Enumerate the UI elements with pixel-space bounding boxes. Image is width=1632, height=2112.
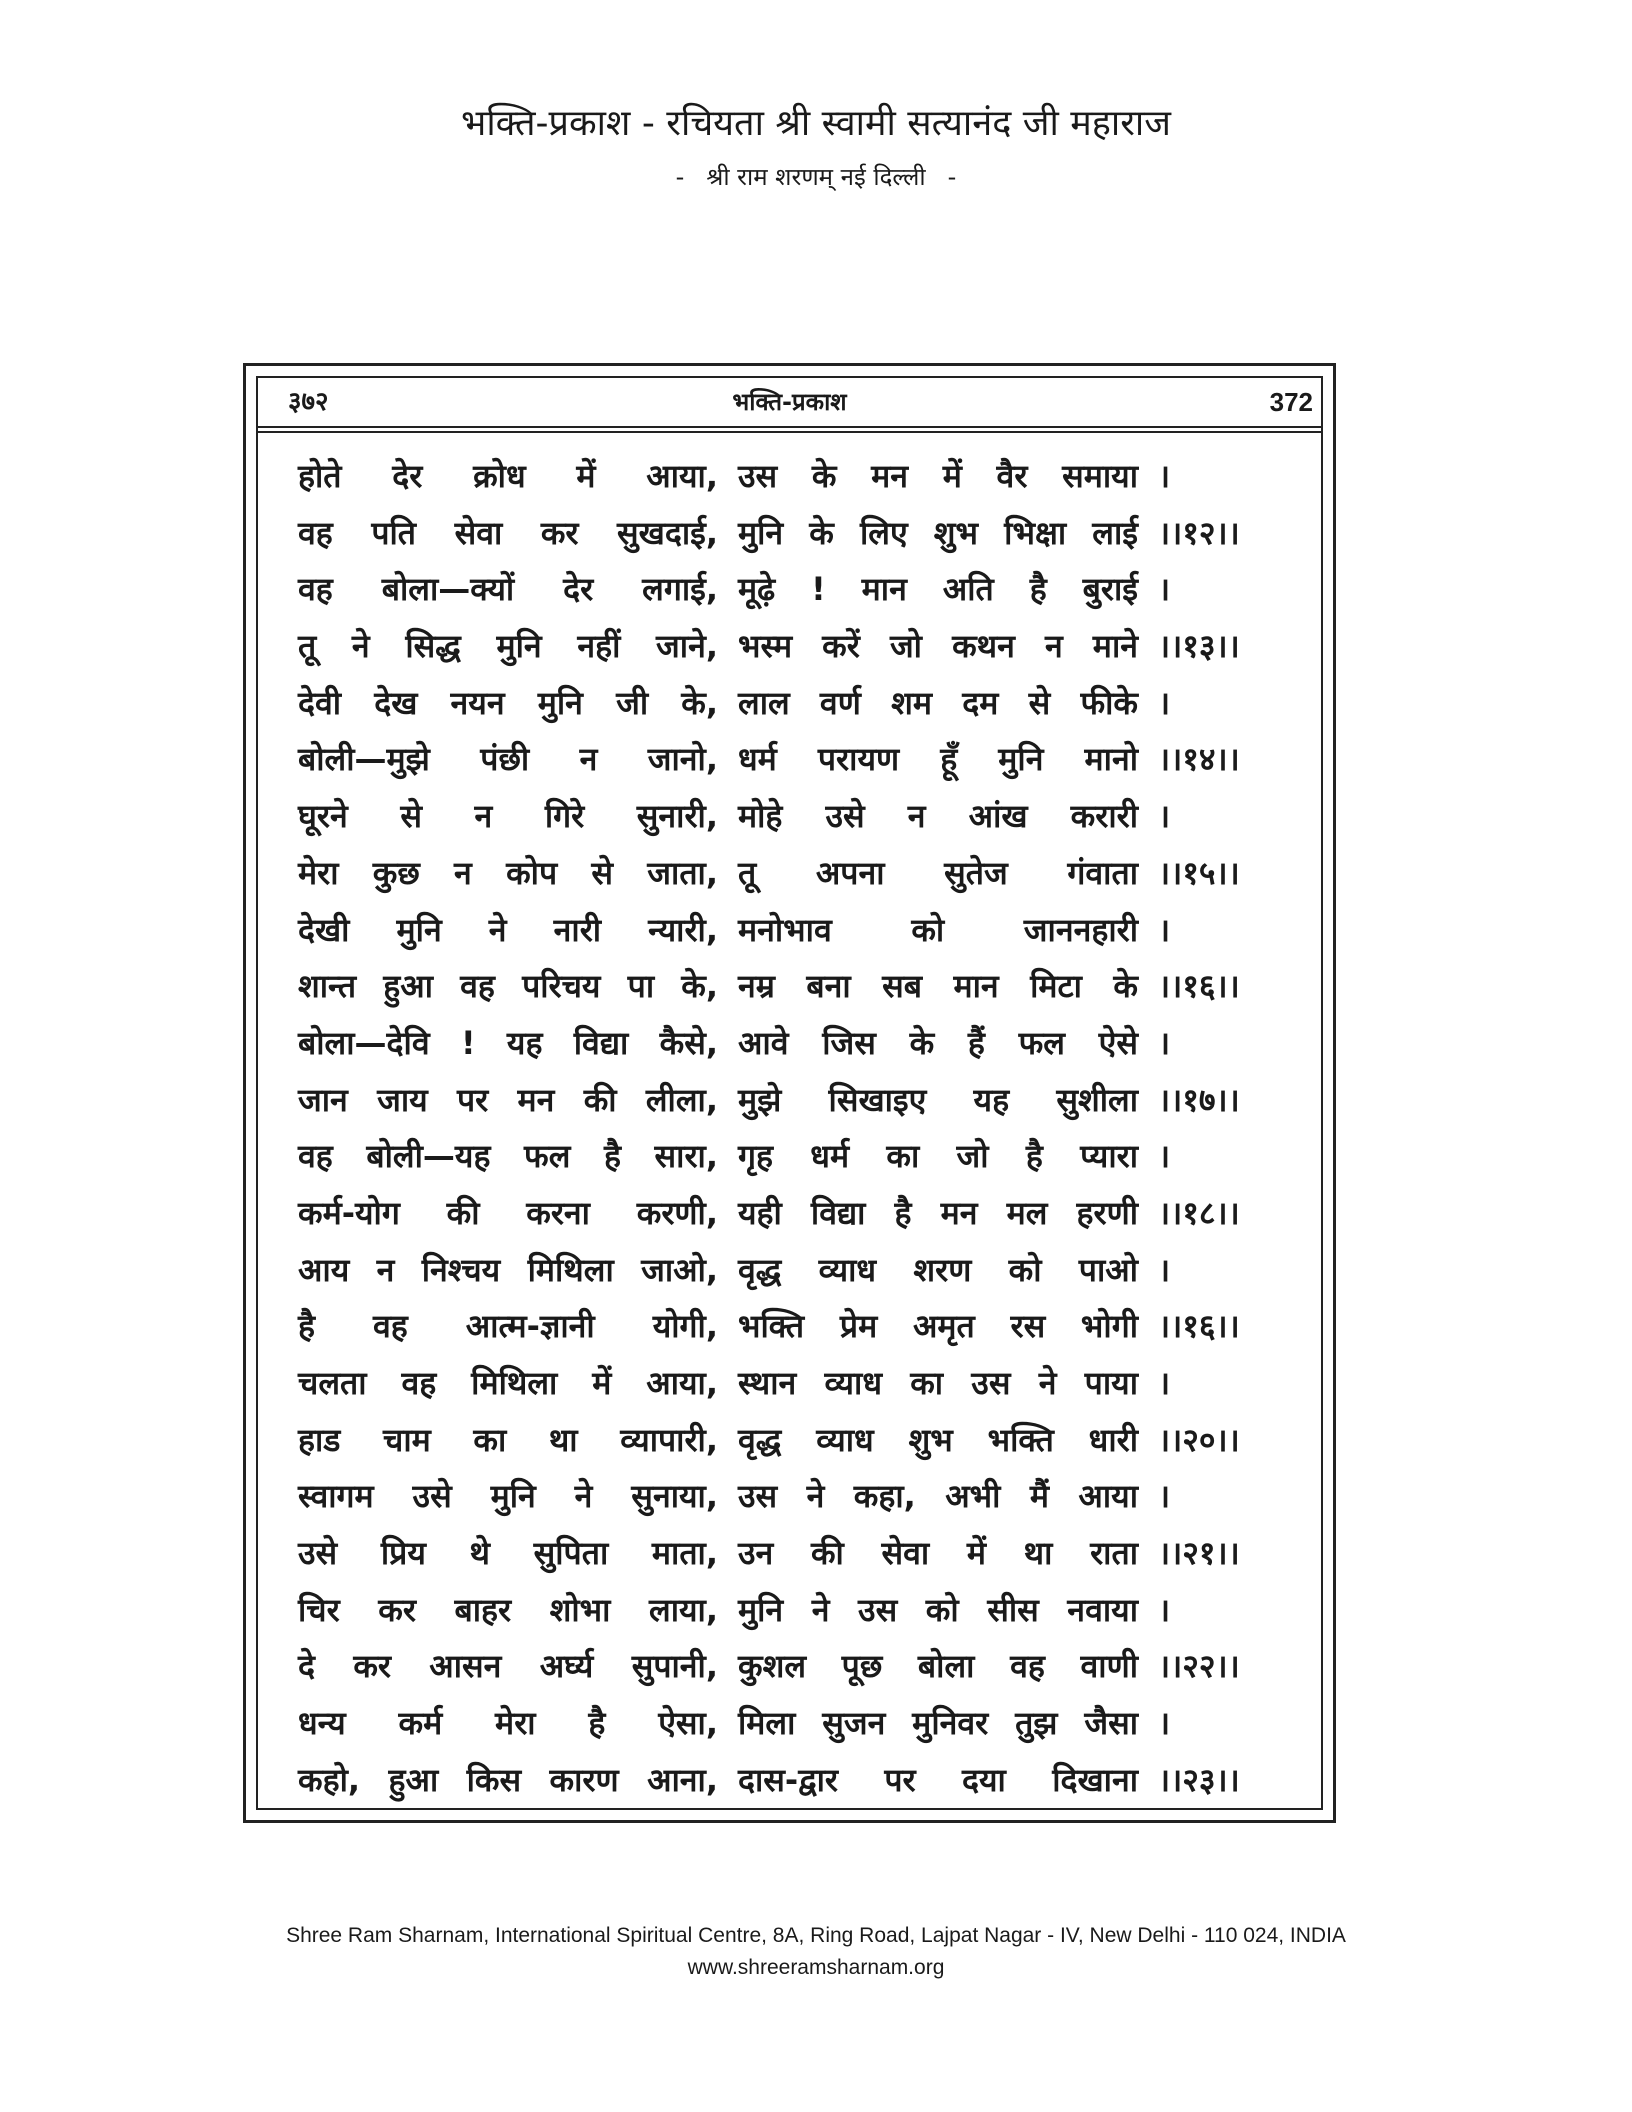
verse-second-half: भस्म करें जो कथन न माने	[738, 627, 1138, 666]
verse-end-marker: ।।२२।।	[1158, 1647, 1240, 1686]
verse-second-half: गृह धर्म का जो है प्यारा	[738, 1137, 1138, 1176]
verse-first-half: हाड चाम का था व्यापारी,	[298, 1420, 718, 1459]
verse-second-half: मनोभाव को जाननहारी	[738, 910, 1138, 949]
verse-second-half: वृद्ध व्याध शरण को पाओ	[738, 1250, 1138, 1289]
verse-end-marker: ।।१२।।	[1158, 513, 1240, 552]
verse-end-marker: ।	[1158, 1137, 1171, 1176]
verse-end-marker: ।।१३।।	[1158, 627, 1240, 666]
verse-first-half: बोला—देवि ! यह विद्या कैसे,	[298, 1023, 718, 1062]
verse-line	[298, 1525, 1321, 1582]
verse-line	[298, 788, 1321, 845]
verse-first-half: देखी मुनि ने नारी न्यारी,	[298, 910, 718, 949]
verse-first-half: कहो, हुआ किस कारण आना,	[298, 1760, 718, 1799]
page-footer	[0, 1920, 1632, 1984]
verse-end-marker: ।	[1158, 1704, 1171, 1743]
verse-end-marker: ।	[1158, 1477, 1171, 1516]
verse-end-marker: ।	[1158, 797, 1171, 836]
verse-second-half: मुझे सिखाइए यह सुशीला	[738, 1080, 1138, 1119]
verse-first-half: वह बोला—क्यों देर लगाई,	[298, 570, 718, 609]
verse-second-half: तू अपना सुतेज गंवाता	[738, 853, 1138, 892]
verse-first-half: स्वागम उसे मुनि ने सुनाया,	[298, 1477, 718, 1516]
verse-end-marker: ।	[1158, 1590, 1171, 1629]
verse-end-marker: ।।२०।।	[1158, 1420, 1240, 1459]
verse-first-half: आय न निश्चय मिथिला जाओ,	[298, 1250, 718, 1289]
verse-line	[298, 675, 1321, 732]
verse-first-half: चिर कर बाहर शोभा लाया,	[298, 1590, 718, 1629]
verse-second-half: आवे जिस के हैं फल ऐसे	[738, 1023, 1138, 1062]
verse-first-half: बोली—मुझे पंछी न जानो,	[298, 740, 718, 779]
subtitle-text: श्री राम शरणम् नई दिल्ली	[706, 163, 926, 191]
verse-first-half: तू ने सिद्ध मुनि नहीं जाने,	[298, 627, 718, 666]
verse-end-marker: ।।१८।।	[1158, 1193, 1240, 1232]
verse-end-marker: ।।२१।।	[1158, 1534, 1240, 1573]
verse-first-half: वह पति सेवा कर सुखदाई,	[298, 513, 718, 552]
page-header	[0, 100, 1632, 194]
verse-line	[298, 1412, 1321, 1469]
verse-line	[298, 505, 1321, 562]
footer-address: Shree Ram Sharnam, International Spiritual Centre, 8A, Ring Road, Lajpat Nagar - IV, New Delhi - 110 024, INDIA	[286, 1924, 1346, 1947]
verse-first-half: कर्म-योग की करना करणी,	[298, 1193, 718, 1232]
verse-line	[298, 1695, 1321, 1752]
verse-first-half: जान जाय पर मन की लीला,	[298, 1080, 718, 1119]
verse-line	[298, 1298, 1321, 1355]
verse-line	[298, 1355, 1321, 1412]
verse-line	[298, 845, 1321, 902]
verse-second-half: भक्ति प्रेम अमृत रस भोगी	[738, 1307, 1138, 1346]
verse-first-half: शान्त हुआ वह परिचय पा के,	[298, 967, 718, 1006]
verse-end-marker: ।।१७।।	[1158, 1080, 1240, 1119]
verse-line	[298, 561, 1321, 618]
verse-line	[298, 1128, 1321, 1185]
verse-end-marker: ।	[1158, 683, 1171, 722]
subtitle-dash-left: -	[675, 163, 685, 191]
verse-second-half: मिला सुजन मुनिवर तुझ जैसा	[738, 1704, 1138, 1743]
verse-end-marker: ।।१६।।	[1158, 1307, 1240, 1346]
verse-end-marker: ।।१६।।	[1158, 967, 1240, 1006]
page-number-devanagari: ३७२	[288, 387, 329, 417]
verse-second-half: दास-द्वार पर दया दिखाना	[738, 1760, 1138, 1799]
verse-first-half: घूरने से न गिरे सुनारी,	[298, 797, 718, 836]
verse-end-marker: ।	[1158, 1364, 1171, 1402]
verse-end-marker: ।	[1158, 1023, 1171, 1062]
scanned-page-inner-border	[256, 376, 1323, 1810]
verse-second-half: मुनि ने उस को सीस नवाया	[738, 1590, 1138, 1629]
verse-second-half: लाल वर्ण शम दम से फीके	[738, 683, 1138, 722]
running-head	[258, 378, 1321, 428]
verse-end-marker: ।	[1158, 1250, 1171, 1289]
page-number: 372	[1269, 387, 1313, 417]
verse-second-half: धर्म परायण हूँ मुनि मानो	[738, 740, 1138, 779]
running-title: भक्ति-प्रकाश	[732, 388, 847, 416]
verse-second-half: वृद्ध व्याध शुभ भक्ति धारी	[738, 1420, 1138, 1459]
verse-first-half: मेरा कुछ न कोप से जाता,	[298, 853, 718, 892]
verse-line	[298, 448, 1321, 505]
verse-end-marker: ।	[1158, 457, 1171, 495]
verse-first-half: है वह आत्म-ज्ञानी योगी,	[298, 1307, 718, 1346]
verse-line	[298, 1242, 1321, 1299]
verse-list	[298, 448, 1321, 1809]
verse-line	[298, 1752, 1321, 1809]
verse-first-half: धन्य कर्म मेरा है ऐसा,	[298, 1704, 718, 1743]
verse-line	[298, 1072, 1321, 1129]
verse-line	[298, 1468, 1321, 1525]
verse-first-half: दे कर आसन अर्घ्य सुपानी,	[298, 1647, 718, 1686]
verse-end-marker: ।	[1158, 570, 1171, 609]
verse-end-marker: ।	[1158, 910, 1171, 949]
verse-line	[298, 618, 1321, 675]
verse-second-half: मुनि के लिए शुभ भिक्षा लाई	[738, 513, 1138, 552]
verse-line	[298, 731, 1321, 788]
verse-second-half: उस ने कहा, अभी मैं आया	[738, 1477, 1138, 1516]
verse-line	[298, 1582, 1321, 1639]
verse-line	[298, 1638, 1321, 1695]
verse-second-half: मोहे उसे न आंख करारी	[738, 797, 1138, 836]
page-title: भक्ति-प्रकाश - रचियता श्री स्वामी सत्यानंद जी महाराज	[461, 103, 1171, 144]
verse-end-marker: ।।१५।।	[1158, 853, 1240, 892]
verse-second-half: कुशल पूछ बोला वह वाणी	[738, 1647, 1138, 1686]
verse-first-half: देवी देख नयन मुनि जी के,	[298, 683, 718, 722]
verse-line	[298, 1015, 1321, 1072]
verse-second-half: मूढ़े ! मान अति है बुराई	[738, 570, 1138, 609]
verse-second-half: नम्र बना सब मान मिटा के	[738, 967, 1138, 1006]
scanned-page-frame	[243, 363, 1336, 1823]
page-subtitle	[0, 160, 1632, 194]
verse-first-half: होते देर क्रोध में आया,	[298, 457, 718, 495]
verse-end-marker: ।।२३।।	[1158, 1760, 1240, 1799]
subtitle-dash-right: -	[947, 163, 957, 191]
verse-second-half: यही विद्या है मन मल हरणी	[738, 1193, 1138, 1232]
verse-second-half: उस के मन में वैर समाया	[738, 457, 1138, 495]
verse-first-half: वह बोली—यह फल है सारा,	[298, 1137, 718, 1176]
verse-end-marker: ।।१४।।	[1158, 740, 1240, 779]
verse-second-half: उन की सेवा में था राता	[738, 1534, 1138, 1573]
verse-second-half: स्थान व्याध का उस ने पाया	[738, 1364, 1138, 1402]
verse-first-half: उसे प्रिय थे सुपिता माता,	[298, 1534, 718, 1573]
verse-line	[298, 958, 1321, 1015]
verse-line	[298, 1185, 1321, 1242]
verse-first-half: चलता वह मिथिला में आया,	[298, 1364, 718, 1402]
verse-line	[298, 902, 1321, 959]
footer-website: www.shreeramsharnam.org	[687, 1956, 945, 1979]
